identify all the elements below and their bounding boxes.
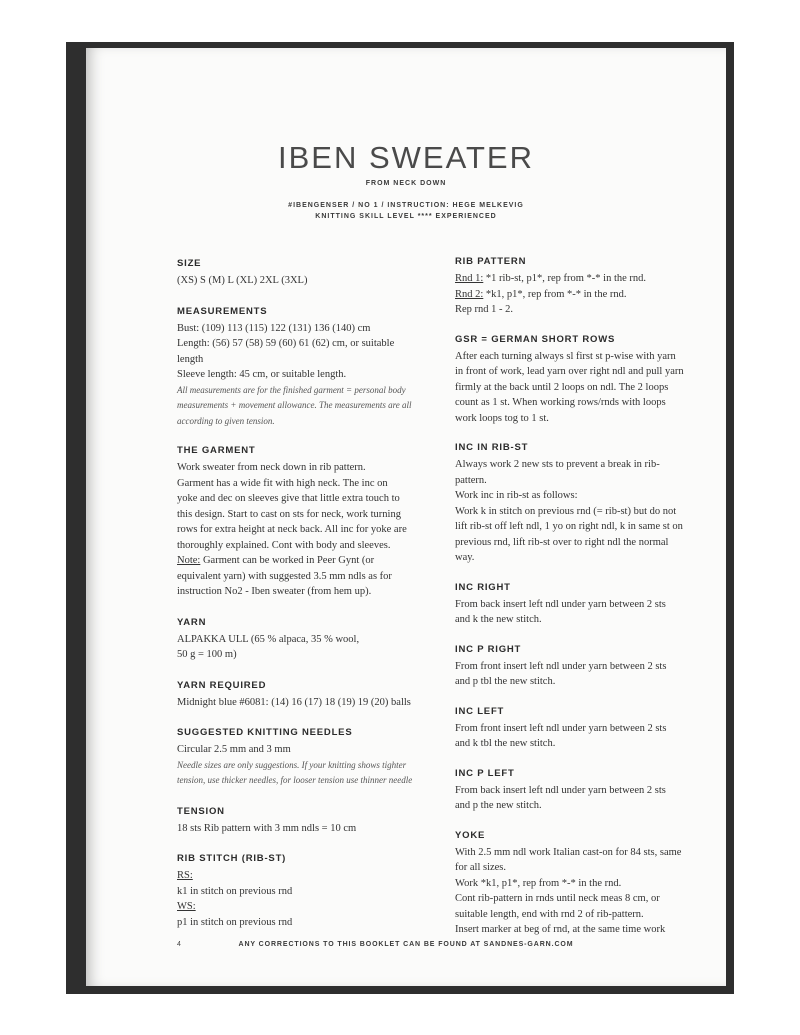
yarn-heading: YARN — [177, 616, 207, 628]
measurements-line-2: Length: (56) 57 (58) 59 (60) 61 (62) cm, or suitable — [177, 338, 395, 349]
rib-pattern-heading: RIB PATTERN — [455, 256, 527, 267]
gsr-line-5: work loops tog to 1 st. — [455, 412, 549, 424]
yarn-line-1: ALPAKKA ULL (65 % alpaca, 35 % wool, — [177, 633, 360, 645]
credits-line-1: #IBENGENSER / NO 1 / INSTRUCTION: HEGE MELKEVIG — [288, 202, 524, 209]
inc-rib-heading: INC IN RIB-ST — [455, 442, 529, 453]
garment-line-2: Garment has a wide fit with high neck. The inc on — [177, 477, 388, 489]
needles-heading: SUGGESTED KNITTING NEEDLES — [177, 727, 353, 738]
rnd-2-label: Rnd 2: — [455, 288, 484, 300]
inc-right-line-1: From back insert left ndl under yarn between 2 sts — [455, 598, 666, 610]
inc-p-left-line-2: and p the new stitch. — [455, 800, 542, 811]
inc-p-right-line-2: and p tbl the new stitch. — [455, 676, 556, 687]
note-label: Note: — [177, 555, 201, 566]
ws-label: WS: — [177, 901, 196, 912]
gsr-line-2: in front of work, lead yarn over right ndl and pull yarn — [455, 366, 684, 377]
section-needles — [177, 727, 439, 789]
section-inc-right — [455, 582, 717, 628]
section-yoke — [455, 830, 717, 938]
size-line: (XS) S (M) L (XL) 2XL (3XL) — [177, 275, 308, 286]
booklet-page — [86, 48, 726, 986]
needles-note-2: tension, use thicker needles, for looser tension use thinner needle — [177, 775, 413, 785]
yarn-line-2: 50 g = 100 m) — [177, 649, 237, 660]
credits-line-2: KNITTING SKILL LEVEL **** EXPERIENCED — [315, 213, 497, 220]
section-rib-stitch — [177, 853, 439, 930]
rib-pattern-rnd-2 — [455, 287, 717, 303]
inc-rib-line-5: lift rib-st off left ndl, 1 yo on right ndl, k in same st on — [455, 521, 683, 532]
garment-line-6: thoroughly explained. Cont with body and sleeves. — [177, 539, 391, 551]
inc-rib-line-7: way. — [455, 552, 475, 563]
ws-text: p1 in stitch on previous rnd — [177, 916, 293, 928]
garment-line-3: yoke and dec on sleeves give that little extra touch to — [177, 493, 400, 504]
section-inc-p-right — [455, 644, 717, 690]
inc-p-left-heading: INC P LEFT — [455, 767, 515, 779]
yoke-heading: YOKE — [455, 829, 486, 841]
rnd-1-text: *1 rib-st, p1*, rep from *-* in the rnd. — [483, 273, 647, 284]
section-inc-left — [455, 706, 717, 752]
measurements-note-2: measurements + movement allowance. The measurements are all — [177, 400, 412, 410]
garment-line-4: this design. Start to cast on sts for neck, work turning — [177, 508, 401, 520]
rib-stitch-heading: RIB STITCH (RIB-ST) — [177, 853, 287, 864]
garment-line-1: Work sweater from neck down in rib pattern. — [177, 462, 366, 473]
inc-rib-line-4: Work k in stitch on previous rnd (= rib-st) but do not — [455, 505, 677, 517]
needles-note-1: Needle sizes are only suggestions. If your knitting shows tighter — [177, 759, 407, 770]
page-number: 4 — [177, 941, 181, 948]
inc-left-line-1: From front insert left ndl under yarn between 2 sts — [455, 722, 667, 734]
gsr-line-4: count as 1 st. When working rows/rnds with loops — [455, 397, 666, 408]
inc-p-right-line-1: From front insert left ndl under yarn between 2 sts — [455, 660, 667, 672]
needles-line: Circular 2.5 mm and 3 mm — [177, 744, 291, 755]
section-yarn-required — [177, 680, 439, 711]
inc-rib-line-2: pattern. — [455, 474, 487, 486]
garment-heading: THE GARMENT — [177, 445, 256, 456]
page-title: IBEN SWEATER — [278, 140, 534, 175]
inc-rib-line-6: previous rnd, lift rib-st over to right ndl the normal — [455, 536, 669, 548]
tension-line: 18 sts Rib pattern with 3 mm ndls = 10 cm — [177, 822, 357, 834]
rs-label: RS: — [177, 870, 193, 881]
gsr-line-1: After each turning always sl first st p-wise with yarn — [455, 350, 676, 362]
rib-pattern-rnd-1 — [455, 271, 717, 287]
section-measurements — [177, 306, 439, 430]
section-gsr — [455, 334, 717, 427]
yoke-line-2: for all sizes. — [455, 862, 507, 873]
rib-pattern-repeat: Rep rnd 1 - 2. — [455, 304, 514, 315]
garment-line-5: rows for extra height at neck back. All inc for yoke are — [177, 524, 407, 535]
section-rib-pattern — [455, 256, 717, 318]
measurements-line-3: length — [177, 353, 204, 365]
inc-right-line-2: and k the new stitch. — [455, 614, 542, 625]
garment-line-9: instruction No2 - Iben sweater (from hem up). — [177, 586, 372, 597]
section-inc-rib — [455, 442, 717, 566]
garment-line-8: equivalent yarn) with suggested 3.5 mm ndls as for — [177, 570, 392, 582]
yoke-line-6: Insert marker at beg of rnd, at the same time work — [455, 924, 666, 935]
yoke-line-3: Work *k1, p1*, rep from *-* in the rnd. — [455, 877, 622, 889]
yarn-required-heading: YARN REQUIRED — [177, 679, 267, 691]
page-subtitle: FROM NECK DOWN — [365, 180, 447, 187]
inc-p-left-line-1: From back insert left ndl under yarn between 2 sts — [455, 784, 666, 796]
inc-left-line-2: and k tbl the new stitch. — [455, 738, 556, 749]
section-inc-p-left — [455, 768, 717, 814]
tension-heading: TENSION — [177, 805, 225, 817]
section-size — [177, 258, 439, 289]
measurements-line-1: Bust: (109) 113 (115) 122 (131) 136 (140) cm — [177, 322, 371, 334]
inc-left-heading: INC LEFT — [455, 705, 505, 717]
size-heading: SIZE — [177, 258, 202, 269]
left-column — [177, 258, 439, 930]
rnd-1-label: Rnd 1: — [455, 273, 484, 284]
inc-p-right-heading: INC P RIGHT — [455, 643, 522, 655]
garment-line-7 — [177, 553, 439, 569]
section-tension — [177, 806, 439, 837]
yoke-line-5: suitable length, end with rnd 2 of rib-pattern. — [455, 908, 644, 920]
gsr-line-3: firmly at the back until 2 loops on ndl. The 2 loops — [455, 381, 669, 393]
rs-text: k1 in stitch on previous rnd — [177, 885, 293, 897]
footer-corrections: ANY CORRECTIONS TO THIS BOOKLET CAN BE FOUND AT SANDNES-GARN.COM — [238, 941, 574, 948]
measurements-note-3: according to given tension. — [177, 415, 275, 426]
garment-line-7-text: Garment can be worked in Peer Gynt (or — [200, 555, 375, 566]
section-yarn — [177, 617, 439, 663]
section-garment — [177, 445, 439, 600]
inc-rib-line-1: Always work 2 new sts to prevent a break in rib- — [455, 459, 660, 470]
right-column — [455, 256, 717, 938]
credits — [86, 200, 726, 222]
yoke-line-1: With 2.5 mm ndl work Italian cast-on for 84 sts, same — [455, 846, 682, 858]
gsr-heading: GSR = GERMAN SHORT ROWS — [455, 333, 616, 345]
yarn-required-line: Midnight blue #6081: (14) 16 (17) 18 (19) 19 (20) balls — [177, 696, 411, 708]
yoke-line-4: Cont rib-pattern in rnds until neck meas 8 cm, or — [455, 893, 660, 904]
measurements-heading: MEASUREMENTS — [177, 305, 268, 317]
rnd-2-text: *k1, p1*, rep from *-* in the rnd. — [483, 288, 627, 300]
inc-right-heading: INC RIGHT — [455, 581, 511, 593]
inc-rib-line-3: Work inc in rib-st as follows: — [455, 490, 578, 501]
measurements-note-1: All measurements are for the finished garment = personal body — [177, 384, 406, 395]
measurements-line-4: Sleeve length: 45 cm, or suitable length. — [177, 369, 347, 380]
